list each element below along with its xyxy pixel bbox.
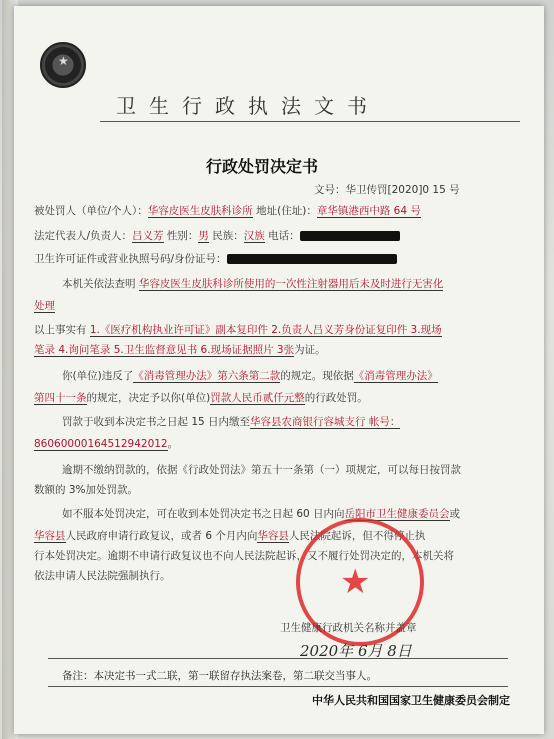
redacted-license bbox=[227, 254, 397, 264]
appeal-court: 华容县 bbox=[257, 530, 289, 542]
rep-name: 吕义芳 bbox=[132, 230, 164, 242]
ethnicity-value: 汉族 bbox=[243, 230, 265, 242]
investigation-prefix: 本机关依法查明 bbox=[62, 278, 136, 290]
appeal-text-2c: 人民法院起诉，但不得停止执 bbox=[288, 530, 426, 542]
late-fee-line bbox=[62, 462, 461, 477]
representative-line bbox=[34, 228, 400, 243]
doc-number: 华卫传罚[2020]0 15 号 bbox=[345, 184, 460, 196]
party-label: 被处罚人（单位/个人）： bbox=[34, 205, 148, 217]
party-name: 华容皮医生皮肤科诊所 bbox=[147, 205, 253, 217]
violation-text-b: 的规定。现依据 bbox=[280, 370, 354, 382]
evidence-prefix: 以上事实有 bbox=[34, 324, 87, 336]
address-value: 章华镇港西中路 64 号 bbox=[316, 205, 421, 217]
authority-label: 卫生健康行政机关名称并盖章 bbox=[280, 622, 417, 634]
document-page bbox=[14, 6, 544, 734]
basis-article: 第四十一条 bbox=[34, 392, 87, 404]
header-divider bbox=[100, 121, 520, 122]
appeal-text-2b: 人民政府申请行政复议，或者 6 个月内向 bbox=[65, 530, 258, 542]
evidence-list-1: 1.《医疗机构执业许可证》副本复印件 2.负责人吕义芳身份证复印件 3.现场 bbox=[89, 324, 442, 336]
violation-text-a: 你(单位)违反了 bbox=[62, 370, 134, 382]
appeal-text-3: 行本处罚决定。逾期不申请行政复议也不向人民法院起诉，又不履行处罚决定的，本机关将 bbox=[34, 550, 454, 562]
ethnicity-label: 民族： bbox=[212, 230, 244, 242]
appeal-text-1b: 或 bbox=[449, 508, 461, 520]
footer-divider-top bbox=[48, 658, 508, 659]
evidence-line-2 bbox=[34, 342, 326, 357]
doc-number-label: 文号： bbox=[314, 184, 346, 196]
appeal-authority: 岳阳市卫生健康委员会 bbox=[344, 508, 450, 520]
evidence-suffix: 为证。 bbox=[294, 344, 326, 356]
decision-title: 行政处罚决定书 bbox=[206, 157, 319, 176]
phone-label: 电话： bbox=[268, 230, 300, 242]
late-fee-line-2 bbox=[34, 482, 138, 497]
gender-value: 男 bbox=[198, 230, 209, 242]
investigation-line-2 bbox=[34, 298, 55, 313]
violation-text-c: 的规定，决定予以你(单位) bbox=[86, 392, 211, 404]
license-line bbox=[34, 251, 397, 266]
footer-note: 备注：本决定书一式二联，第一联留存执法案卷，第二联交当事人。 bbox=[62, 670, 377, 682]
evidence-line bbox=[34, 322, 442, 337]
penalty-amount: 罚款人民币贰仟元整 bbox=[210, 392, 305, 404]
rep-label: 法定代表人/负责人： bbox=[34, 230, 133, 242]
appeal-county: 华容县 bbox=[34, 530, 66, 542]
gender-label: 性别： bbox=[166, 230, 199, 242]
evidence-list-2: 笔录 4.询问笔录 5.卫生监督意见书 6.现场证据照片 3张 bbox=[34, 344, 295, 356]
violation-line-2 bbox=[34, 390, 368, 405]
payment-text-b: 。 bbox=[167, 438, 179, 450]
basis-law: 《消毒管理办法》 bbox=[353, 370, 438, 382]
appeal-line bbox=[62, 506, 460, 521]
appeal-text-4: 依法申请人民法院强制执行。 bbox=[34, 570, 171, 582]
issuer: 中华人民共和国国家卫生健康委员会制定 bbox=[312, 694, 510, 707]
national-emblem-icon: ★ bbox=[40, 42, 86, 88]
investigation-line bbox=[62, 276, 443, 291]
document-series-title: 卫生行政执法文书 bbox=[116, 94, 380, 118]
address-label: 地址(住址)： bbox=[256, 205, 317, 217]
seal-star-icon: ★ bbox=[340, 562, 371, 602]
payment-line bbox=[62, 414, 400, 429]
party-line bbox=[34, 203, 421, 218]
account-line bbox=[34, 436, 178, 451]
doc-number-line bbox=[314, 182, 460, 197]
investigation-text: 华容皮医生皮肤科诊所使用的一次性注射器用后未及时进行无害化 bbox=[138, 278, 444, 290]
violation-text-d: 的行政处罚。 bbox=[304, 392, 368, 404]
appeal-line-4 bbox=[34, 568, 171, 583]
payment-bank: 华容县农商银行容城支行 帐号： bbox=[250, 416, 401, 428]
handwritten-date: 2020年 6月 8日 bbox=[300, 642, 412, 660]
footer-divider-bottom bbox=[48, 686, 508, 687]
investigation-text-2: 处理 bbox=[34, 300, 55, 312]
violated-law: 《消毒管理办法》第六条第二款 bbox=[133, 370, 281, 382]
bank-account: 86060000164512942012 bbox=[34, 438, 168, 450]
redacted-phone bbox=[300, 231, 400, 241]
late-fee-text-1: 逾期不缴纳罚款的，依据《行政处罚法》第五十一条第（一）项规定，可以每日按罚款 bbox=[62, 464, 461, 476]
appeal-text-1a: 如不服本处罚决定，可在收到本处罚决定书之日起 60 日内向 bbox=[62, 508, 345, 520]
violation-line bbox=[62, 368, 438, 383]
payment-text-a: 罚款于收到本决定书之日起 15 日内缴至 bbox=[62, 416, 251, 428]
license-label: 卫生许可证件或营业执照号码/身份证号： bbox=[34, 253, 227, 265]
late-fee-text-2: 数额的 3%加处罚款。 bbox=[34, 484, 138, 496]
